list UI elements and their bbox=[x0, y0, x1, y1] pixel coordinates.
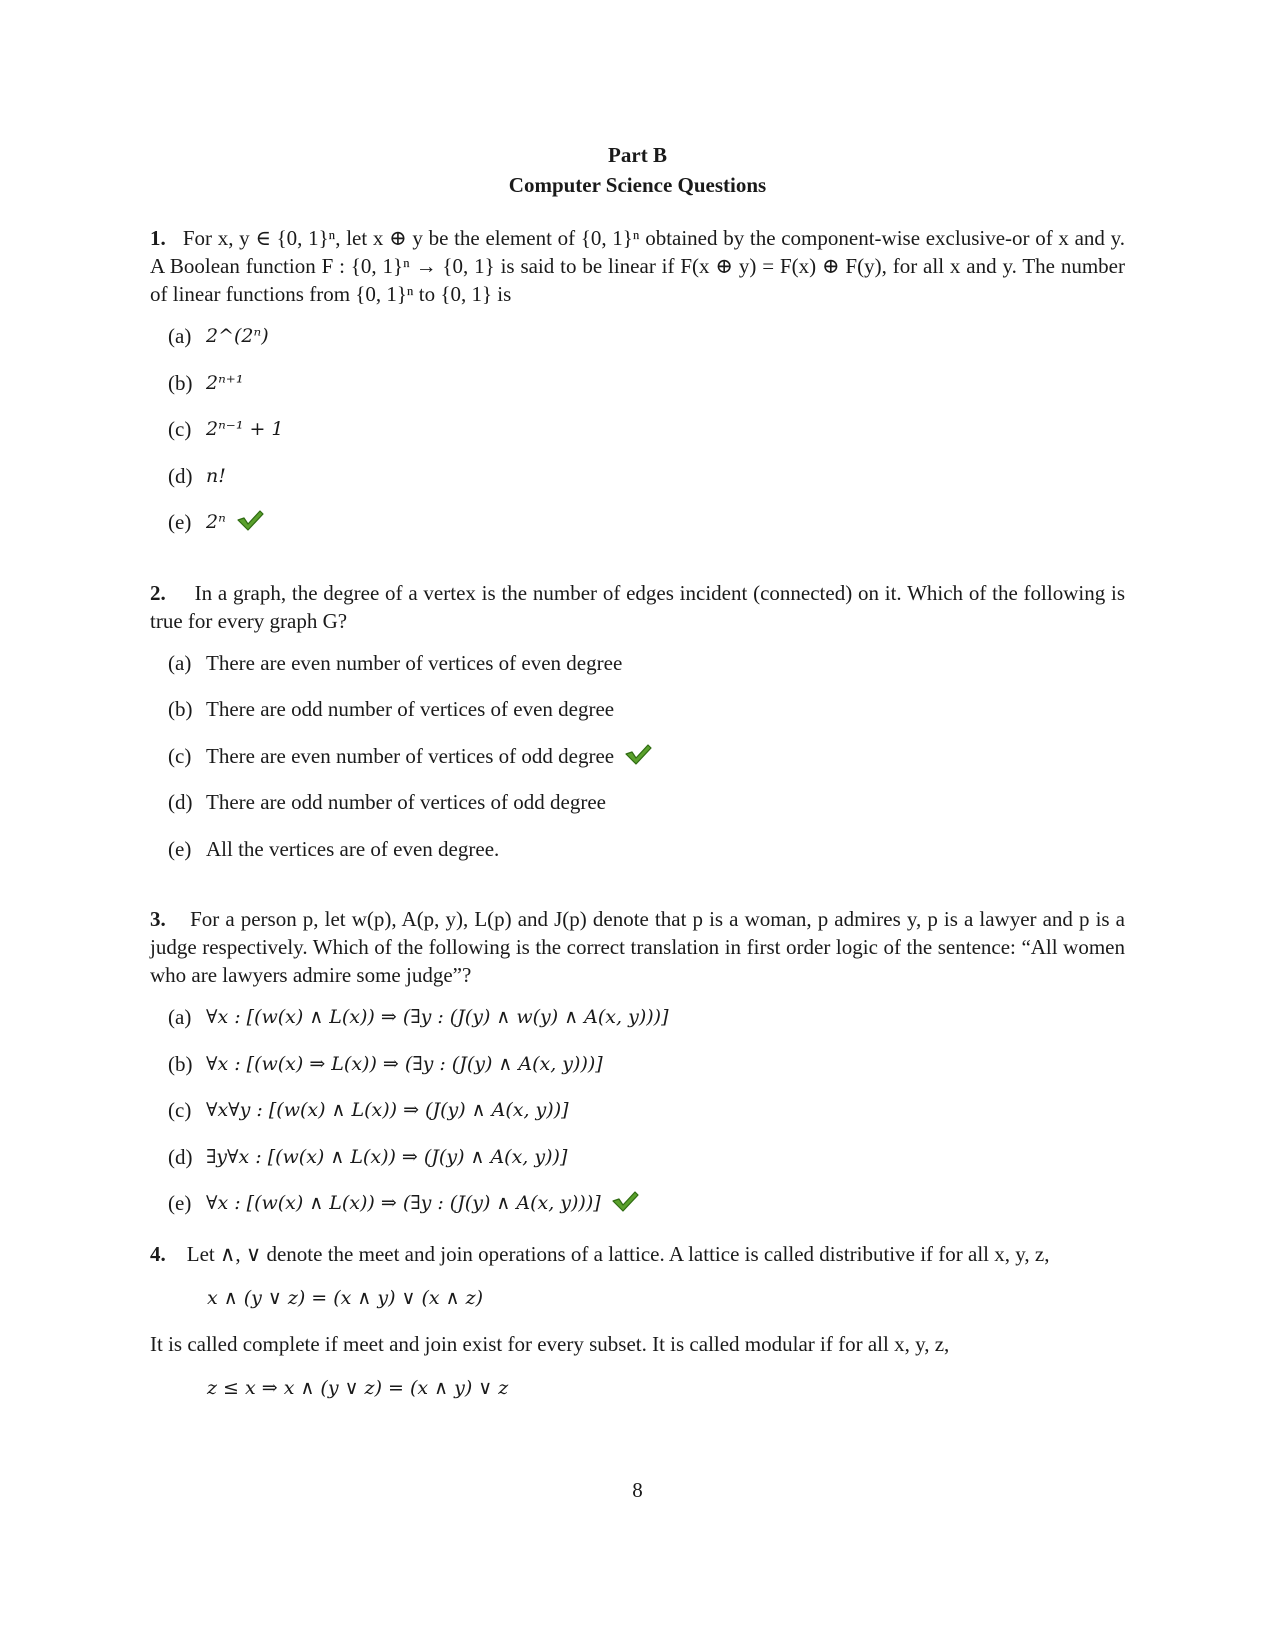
question-1-options bbox=[168, 322, 1125, 555]
part-title: Part B bbox=[608, 143, 667, 167]
question-number: 4. bbox=[150, 1241, 166, 1266]
question-3-options bbox=[168, 1003, 1125, 1236]
distributive-equation: x ∧ (y ∨ z) = (x ∧ y) ∨ (x ∧ z) bbox=[207, 1286, 484, 1309]
question-4 bbox=[150, 1240, 1125, 1268]
option-item: (a) There are even number of vertices of even degree bbox=[168, 650, 623, 675]
question-text: For x, y ∈ {0, 1}ⁿ, let x ⊕ y be the element of {0, 1}ⁿ obtained by the component-wise exclusive-or of x and y. A Boolean function F : {0, 1}ⁿ → {0, 1} is said to be linear if F(x ⊕ y) = F(x) ⊕ F(y), for all x and y. The number of linear functions from {0, 1}ⁿ to {0, 1} is bbox=[150, 226, 1125, 306]
question-number: 1. bbox=[150, 226, 166, 250]
option-item: (e) ∀x : [(w(x) ∧ L(x)) ⇒ (∃y : (J(y) ∧ A(x, y)))] bbox=[168, 1189, 1125, 1236]
question-2-options bbox=[168, 649, 1125, 882]
question-text: In a graph, the degree of a vertex is the number of edges incident (connected) on it. Which of the following is true for every graph G? bbox=[150, 580, 1125, 633]
option-item: (d) n! bbox=[168, 463, 226, 488]
option-item: (d) ∃y∀x : [(w(x) ∧ L(x)) ⇒ (J(y) ∧ A(x, y))] bbox=[168, 1144, 568, 1169]
option-item: (a) 2^(2ⁿ) bbox=[168, 324, 269, 348]
option-item: (c) 2ⁿ⁻¹ + 1 bbox=[168, 417, 284, 441]
section-title: Computer Science Questions bbox=[508, 173, 767, 197]
option-item: (d) There are odd number of vertices of odd degree bbox=[168, 790, 606, 814]
question-1 bbox=[150, 224, 1125, 308]
question-4-continued: It is called complete if meet and join exist for every subset. It is called modular if for all x, y, z, bbox=[150, 1331, 950, 1356]
modular-equation: z ≤ x ⇒ x ∧ (y ∨ z) = (x ∧ y) ∨ z bbox=[207, 1376, 509, 1399]
checkmark-icon bbox=[611, 1189, 639, 1213]
option-item: (e) 2ⁿ bbox=[168, 508, 1125, 555]
question-text: For a person p, let w(p), A(p, y), L(p) and J(p) denote that p is a woman, p admires y, p is a lawyer and p is a judge respectively. Which of the following is the correct translation in first order logic of the sentence: “All women who are lawyers admire some judge”? bbox=[150, 907, 1126, 987]
question-number: 3. bbox=[150, 907, 166, 931]
page-number: 8 bbox=[632, 1478, 643, 1502]
question-2 bbox=[150, 579, 1125, 635]
question-number: 2. bbox=[150, 580, 166, 605]
option-item: (c) There are even number of vertices of odd degree bbox=[168, 742, 1125, 789]
option-item: (a) ∀x : [(w(x) ∧ L(x)) ⇒ (∃y : (J(y) ∧ w(y) ∧ A(x, y)))] bbox=[168, 1005, 669, 1029]
checkmark-icon bbox=[624, 742, 652, 766]
option-item: (e) All the vertices are of even degree. bbox=[168, 836, 500, 861]
question-3 bbox=[150, 905, 1125, 989]
option-item: (b) ∀x : [(w(x) ⇒ L(x)) ⇒ (∃y : (J(y) ∧ A(x, y)))] bbox=[168, 1051, 603, 1076]
question-text: Let ∧, ∨ denote the meet and join operations of a lattice. A lattice is called distributive if for all x, y, z, bbox=[186, 1241, 1050, 1266]
option-item: (c) ∀x∀y : [(w(x) ∧ L(x)) ⇒ (J(y) ∧ A(x, y))] bbox=[168, 1098, 569, 1122]
option-item: (b) There are odd number of vertices of even degree bbox=[168, 697, 615, 721]
document-page bbox=[150, 140, 1125, 1420]
checkmark-icon bbox=[236, 508, 264, 532]
option-item: (b) 2ⁿ⁺¹ bbox=[168, 370, 244, 395]
